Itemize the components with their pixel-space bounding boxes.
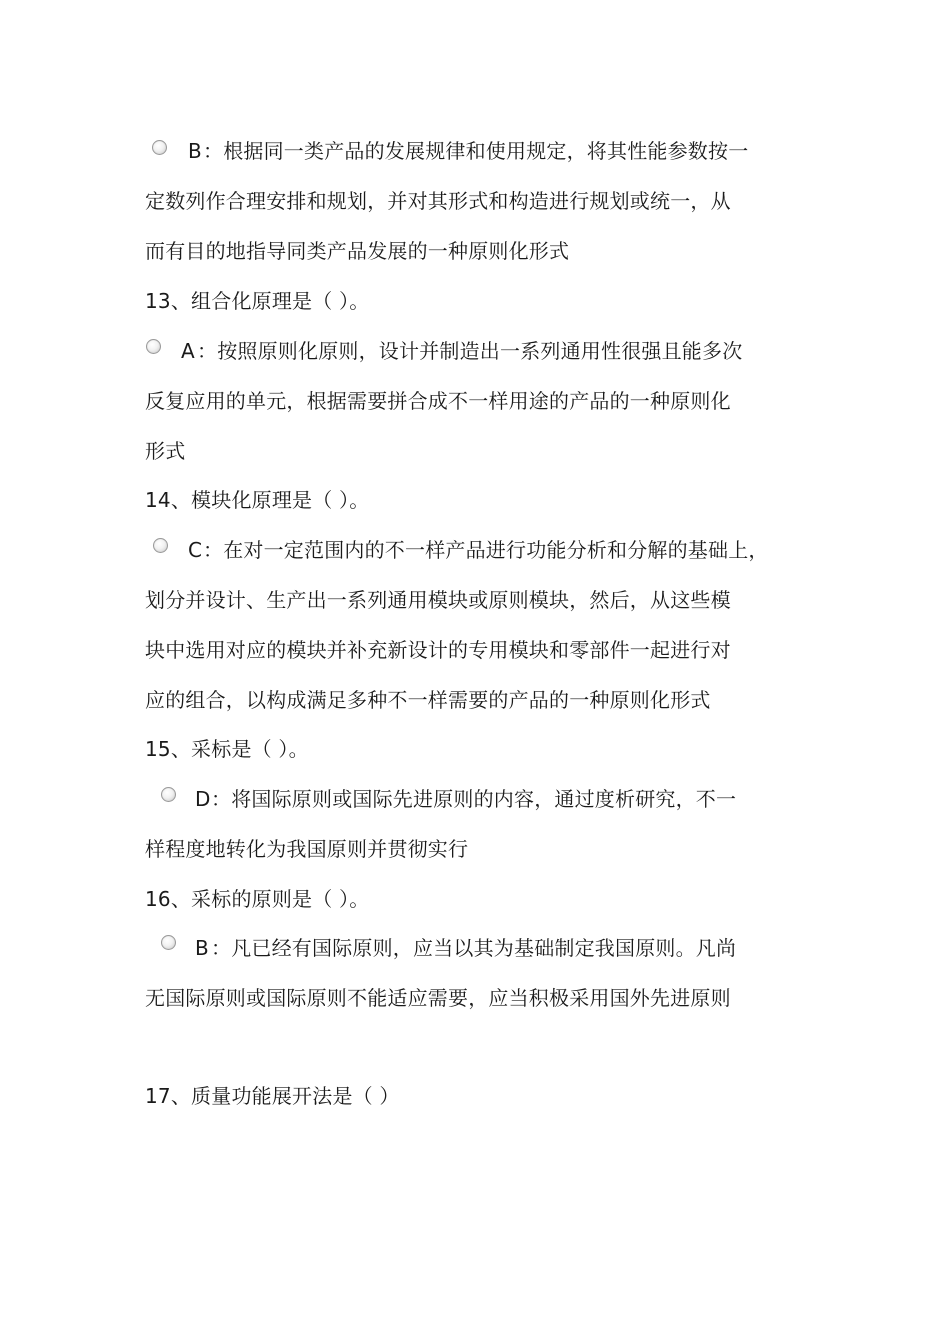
option-text-line: 应的组合，以构成满足多种不一样需要的产品的一种原则化形式 xyxy=(145,688,711,712)
radio-button-icon[interactable] xyxy=(146,339,161,354)
option-text-line: ：根据同一类产品的发展规律和使用规定，将其性能参数按一 xyxy=(203,139,749,163)
question-text: 14、模块化原理是（ ）。 xyxy=(145,488,370,512)
option-letter: B xyxy=(188,139,202,163)
option-letter: B xyxy=(195,936,209,960)
option-text-line: ：将国际原则或国际先进原则的内容，通过度析研究，不一 xyxy=(211,787,737,811)
question-text: 13、组合化原理是（ ）。 xyxy=(145,289,370,313)
option-text-line: 反复应用的单元，根据需要拼合成不一样用途的产品的一种原则化 xyxy=(145,389,731,413)
option-letter: D xyxy=(195,787,211,811)
radio-button-icon[interactable] xyxy=(152,140,167,155)
radio-button-icon[interactable] xyxy=(161,787,176,802)
option-letter: A xyxy=(181,339,195,363)
question-text: 16、采标的原则是（ ）。 xyxy=(145,887,370,911)
option-text-line: 形式 xyxy=(145,439,186,463)
radio-button-icon[interactable] xyxy=(153,538,168,553)
option-text-line: 无国际原则或国际原则不能适应需要，应当积极采用国外先进原则 xyxy=(145,986,731,1010)
question-text: 17、质量功能展开法是（ ） xyxy=(145,1084,400,1108)
option-text-line: 块中选用对应的模块并补充新设计的专用模块和零部件一起进行对 xyxy=(145,638,731,662)
radio-button-icon[interactable] xyxy=(161,935,176,950)
option-text-line: 定数列作合理安排和规划，并对其形式和构造进行规划或统一，从 xyxy=(145,189,731,213)
option-text-line: ：按照原则化原则，设计并制造出一系列通用性很强且能多次 xyxy=(197,339,743,363)
option-letter: C xyxy=(188,538,202,562)
option-text-line: 而有目的地指导同类产品发展的一种原则化形式 xyxy=(145,239,570,263)
option-text-line: ：在对一定范围内的不一样产品进行功能分析和分解的基础上， xyxy=(203,538,769,562)
option-text-line: 划分并设计、生产出一系列通用模块或原则模块，然后，从这些模 xyxy=(145,588,731,612)
option-text-line: 样程度地转化为我国原则并贯彻实行 xyxy=(145,837,469,861)
option-text-line: ：凡已经有国际原则，应当以其为基础制定我国原则。凡尚 xyxy=(211,936,737,960)
question-text: 15、采标是（ ）。 xyxy=(145,737,309,761)
